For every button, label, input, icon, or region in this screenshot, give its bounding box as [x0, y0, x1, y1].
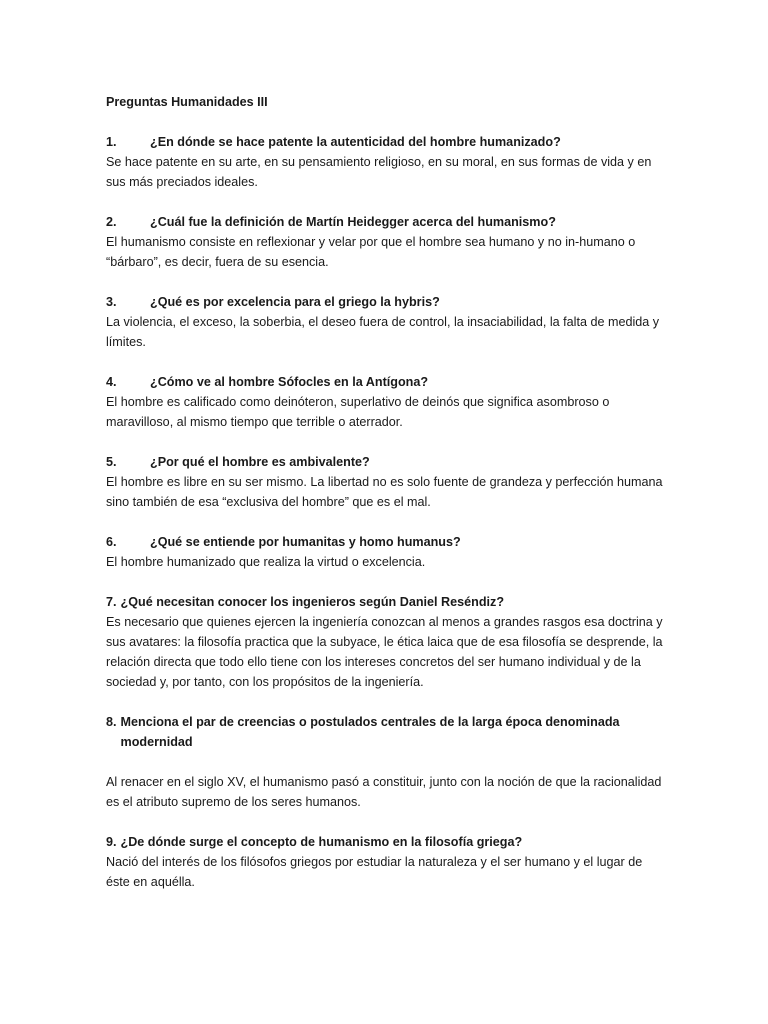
answer-8: Al renacer en el siglo XV, el humanismo pasó a constituir, junto con la noción de que la racionalidad es el atributo supremo de los seres humanos. — [106, 775, 662, 809]
answer-5: El hombre es libre en su ser mismo. La libertad no es solo fuente de grandeza y perfección humana sino también de esa “exclusiva del hombre” que es el mal. — [106, 475, 663, 509]
question-1 — [106, 132, 668, 152]
answer-2: El humanismo consiste en reflexionar y velar por que el hombre sea humano y no in-humano o “bárbaro”, es decir, fuera de su esencia. — [106, 235, 636, 269]
question-7 — [106, 592, 668, 612]
question-number: 8. — [106, 715, 117, 729]
question-5 — [106, 452, 668, 472]
question-3 — [106, 292, 668, 312]
question-text: ¿Qué se entiende por humanitas y homo humanus? — [150, 535, 461, 549]
answer-9: Nació del interés de los filósofos griegos por estudiar la naturaleza y el ser humano y el lugar de éste en aquélla. — [106, 855, 643, 889]
qa-item-5 — [106, 452, 668, 512]
qa-item-9 — [106, 832, 668, 892]
question-text: ¿Cómo ve al hombre Sófocles en la Antígona? — [150, 375, 429, 389]
qa-item-2 — [106, 212, 668, 272]
question-text: ¿Qué es por excelencia para el griego la hybris? — [150, 295, 440, 309]
document-title: Preguntas Humanidades III — [106, 95, 268, 109]
qa-item-6 — [106, 532, 668, 572]
question-text: ¿De dónde surge el concepto de humanismo en la filosofía griega? — [120, 835, 523, 849]
question-4 — [106, 372, 668, 392]
question-number: 1. — [106, 135, 117, 149]
answer-3: La violencia, el exceso, la soberbia, el deseo fuera de control, la insaciabilidad, la falta de medida y límites. — [106, 315, 660, 349]
question-number: 4. — [106, 375, 117, 389]
question-8 — [106, 712, 668, 752]
question-text: ¿Qué necesitan conocer los ingenieros según Daniel Reséndiz? — [120, 595, 505, 609]
question-number: 2. — [106, 215, 117, 229]
question-2 — [106, 212, 668, 232]
qa-item-8 — [106, 712, 668, 812]
qa-item-1 — [106, 132, 668, 192]
qa-item-4 — [106, 372, 668, 432]
answer-4: El hombre es calificado como deinóteron, superlativo de deinós que significa asombroso o maravilloso, al mismo tiempo que terrible o aterrador. — [106, 395, 610, 429]
question-number: 6. — [106, 535, 117, 549]
qa-item-7 — [106, 592, 668, 692]
question-number: 7. — [106, 595, 117, 609]
question-text: ¿Cuál fue la definición de Martín Heidegger acerca del humanismo? — [150, 215, 556, 229]
answer-7: Es necesario que quienes ejercen la ingeniería conozcan al menos a grandes rasgos esa doctrina y sus avatares: la filosofía practica que la subyace, le ética laica que de esa filosofía se desprende, la relación directa que todo ello tiene con los intereses concretos del ser humano individual y de la sociedad y, por tanto, con los propósitos de la ingeniería. — [106, 615, 663, 689]
question-text: ¿Por qué el hombre es ambivalente? — [150, 455, 370, 469]
question-9 — [106, 832, 668, 852]
question-number: 9. — [106, 835, 117, 849]
question-number: 5. — [106, 455, 117, 469]
question-6 — [106, 532, 668, 552]
answer-6: El hombre humanizado que realiza la virtud o excelencia. — [106, 555, 426, 569]
question-text: ¿En dónde se hace patente la autenticidad del hombre humanizado? — [150, 135, 561, 149]
question-text: Menciona el par de creencias o postulados centrales de la larga época denominada modernidad — [120, 715, 620, 749]
qa-item-3 — [106, 292, 668, 352]
answer-1: Se hace patente en su arte, en su pensamiento religioso, en su moral, en sus formas de vida y en sus más preciados ideales. — [106, 155, 652, 189]
question-number: 3. — [106, 295, 117, 309]
